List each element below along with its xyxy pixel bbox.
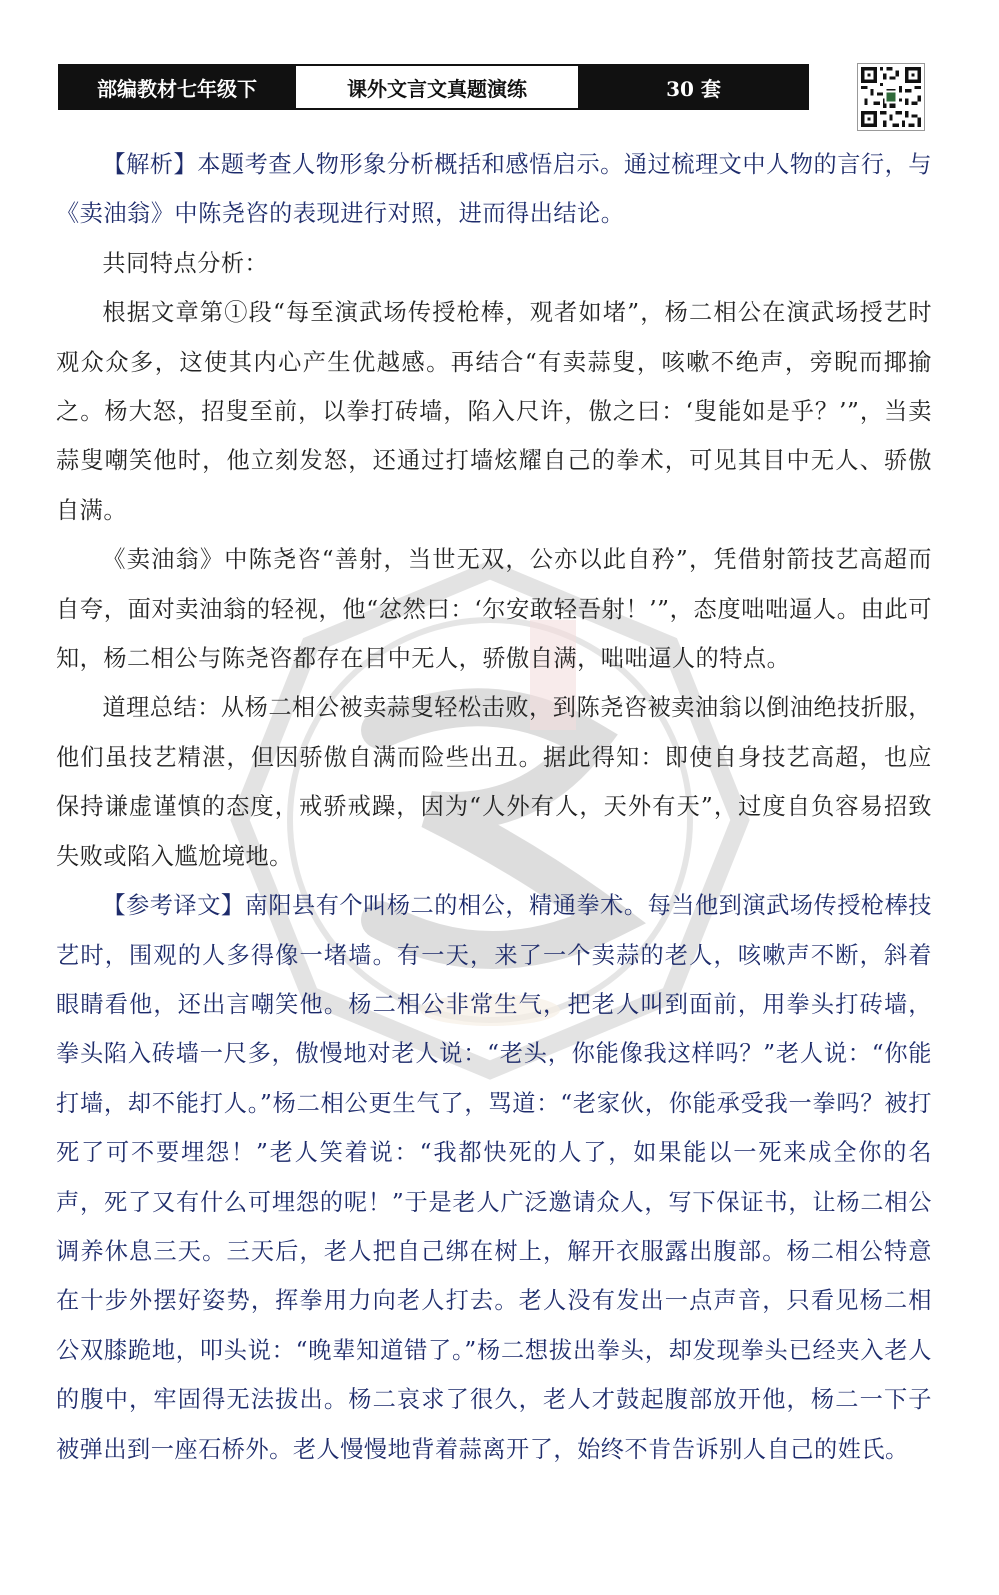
document-body [56, 140, 932, 1474]
page-header [58, 64, 809, 110]
header-set-count: 30 套 [580, 66, 807, 108]
qr-code-icon [857, 63, 925, 131]
analysis-paragraph-chen: 《卖油翁》中陈尧咨“善射，当世无双，公亦以此自矜”，凭借射箭技艺高超而自夸，面对卖油翁的轻视，他“忿然曰：‘尔安敢轻吾射！’”，态度咄咄逼人。由此可知，杨二相公与陈尧咨都存在目中无人，骄傲自满，咄咄逼人的特点。 [56, 546, 932, 673]
reference-translation-paragraph: 【参考译文】南阳县有个叫杨二的相公，精通拳术。每当他到演武场传授枪棒技艺时，围观的人多得像一堵墙。有一天，来了一个卖蒜的老人，咳嗽声不断，斜着眼睛看他，还出言嘲笑他。杨二相公非常生气，把老人叫到面前，用拳头打砖墙，拳头陷入砖墙一尺多，傲慢地对老人说：“老头，你能像我这样吗？”老人说：“你能打墙，却不能打人。”杨二相公更生气了，骂道：“老家伙，你能承受我一拳吗？被打死了可不要埋怨！”老人笑着说：“我都快死的人了，如果能以一死来成全你的名声，死了又有什么可埋怨的呢！”于是老人广泛邀请众人，写下保证书，让杨二相公调养休息三天。三天后，老人把自己绑在树上，解开衣服露出腹部。杨二相公特意在十步外摆好姿势，挥拳用力向老人打去。老人没有发出一点声音，只看见杨二相公双膝跪地，叩头说：“晚辈知道错了。”杨二想拔出拳头，却发现拳头已经夹入老人的腹中，牢固得无法拔出。杨二哀求了很久，老人才鼓起腹部放开他，杨二一下子被弹出到一座石桥外。老人慢慢地背着蒜离开了，始终不肯告诉别人自己的姓氏。 [56, 892, 932, 1463]
analysis-paragraph-yang: 根据文章第①段“每至演武场传授枪棒，观者如堵”，杨二相公在演武场授艺时观众众多，这使其内心产生优越感。再结合“有卖蒜叟，咳嗽不绝声，旁睨而揶揄之。杨大怒，招叟至前，以拳打砖墙，陷入尺许，傲之曰：‘叟能如是乎？’”，当卖蒜叟嘲笑他时，他立刻发怒，还通过打墙炫耀自己的拳术，可见其目中无人、骄傲自满。 [56, 299, 932, 524]
lesson-summary-paragraph: 道理总结：从杨二相公被卖蒜叟轻松击败，到陈尧咨被卖油翁以倒油绝技折服，他们虽技艺精湛，但因骄傲自满而险些出丑。据此得知：即使自身技艺高超，也应保持谦虚谨慎的态度，戒骄戒躁，因为“人外有人，天外有天”，过度自负容易招致失败或陷入尴尬境地。 [56, 694, 932, 870]
header-title: 课外文言文真题演练 [294, 66, 580, 108]
header-grade-label: 部编教材七年级下 [60, 66, 294, 108]
common-traits-heading: 共同特点分析： [102, 249, 269, 277]
analysis-paragraph: 【解析】本题考查人物形象分析概括和感悟启示。通过梳理文中人物的言行，与《卖油翁》中陈尧咨的表现进行对照，进而得出结论。 [56, 151, 932, 228]
